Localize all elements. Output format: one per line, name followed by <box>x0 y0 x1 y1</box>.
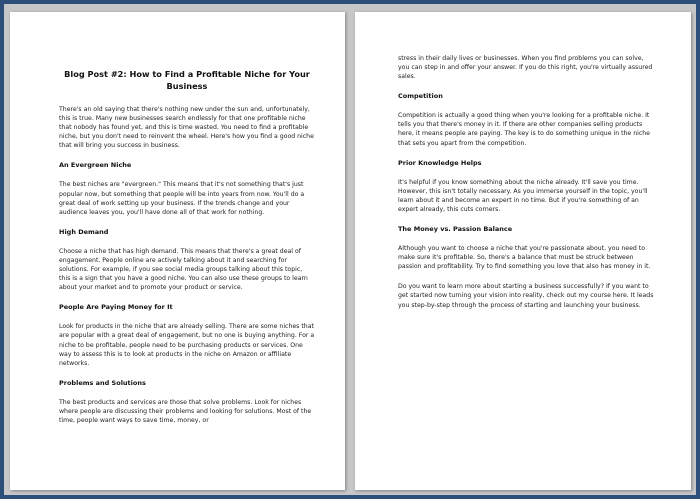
paragraph-problems-solutions: The best products and services are those that solve problems. Look for niches where people are discussing their problems and looking for solutions. Most of the time, people want ways to save time, money, or <box>59 398 312 424</box>
heading-money-passion: The Money vs. Passion Balance <box>398 225 513 234</box>
page-right <box>355 12 691 490</box>
page-title: Blog Post #2: How to Find a Profitable Niche for Your Business <box>64 69 310 91</box>
heading-prior-knowledge: Prior Knowledge Helps <box>398 158 482 167</box>
heading-problems-solutions: Problems and Solutions <box>59 378 146 387</box>
heading-competition: Competition <box>398 92 443 101</box>
page-right-content <box>355 12 691 490</box>
paragraph-paying-money: Look for products in the niche that are already selling. There are some niches that are popular with a great deal of engagement, but no one is buying anything. For a niche to be profitable, people need to be purchasing products or services. One way to assess this is to look at products in the niche on Amazon or affiliate networks. <box>59 323 315 367</box>
paragraph-prior-knowledge: It's helpful if you know something about the niche already. It'll save you time. However, this isn't totally necessary. As you immerse yourself in the topic, you'll learn about it and become an expert in no time. But if you're something of an expert already, this cuts corners. <box>398 178 648 213</box>
continuation-paragraph: stress in their daily lives or businesses. When you find problems you can solve, you can step in and offer your answer. If you do this right, you're virtually assured sales. <box>398 55 653 81</box>
paragraph-competition: Competition is actually a good thing when you're looking for a profitable niche. It tells you that there's money in it. If there are other companies selling products here, it means people are paying. The key is to do something unique in the niche that sets you apart from the competition. <box>398 112 650 147</box>
paragraph-high-demand: Choose a niche that has high demand. This means that there's a great deal of engagement. People online are actively talking about it and searching for solutions. For example, if you see social media groups talking about this topic, this is a sign that you have a good niche. You can also use these groups to learn about your market and to promote your product or service. <box>59 247 308 292</box>
paragraph-money-passion: Although you want to choose a niche that you're passionate about, you need to make sure it's profitable. So, there's a balance that must be struck between passion and profitability. Try to find something you love that also has money in it. <box>398 245 651 271</box>
heading-high-demand: High Demand <box>59 227 109 236</box>
intro-paragraph: There's an old saying that there's nothing new under the sun and, unfortunately, this is true. Many new businesses search endlessly for that one profitable niche that nobody has found yet, and this is time wasted. You need to find a profitable niche, but you don't need to reinvent the wheel. Here's how you find a good niche that will bring you success in business. <box>59 106 314 150</box>
heading-paying-money: People Are Paying Money for It <box>59 303 173 312</box>
document-frame <box>4 4 696 495</box>
heading-evergreen-niche: An Evergreen Niche <box>59 161 132 170</box>
paragraph-evergreen-niche: The best niches are "evergreen." This means that it's not something that's just popular now, but something that people will be into years from now. You'll do a great deal of work setting up your business. If the trends change and your audience leaves you, you'll have done all of that work for nothing. <box>59 181 305 216</box>
closing-paragraph: Do you want to learn more about starting a business successfully? If you want to get started now turning your vision into reality, check out my course here. It leads you step-by-step through the process of starting and launching your business. <box>398 283 654 309</box>
page-left-content <box>10 12 345 490</box>
page-left <box>10 12 345 490</box>
